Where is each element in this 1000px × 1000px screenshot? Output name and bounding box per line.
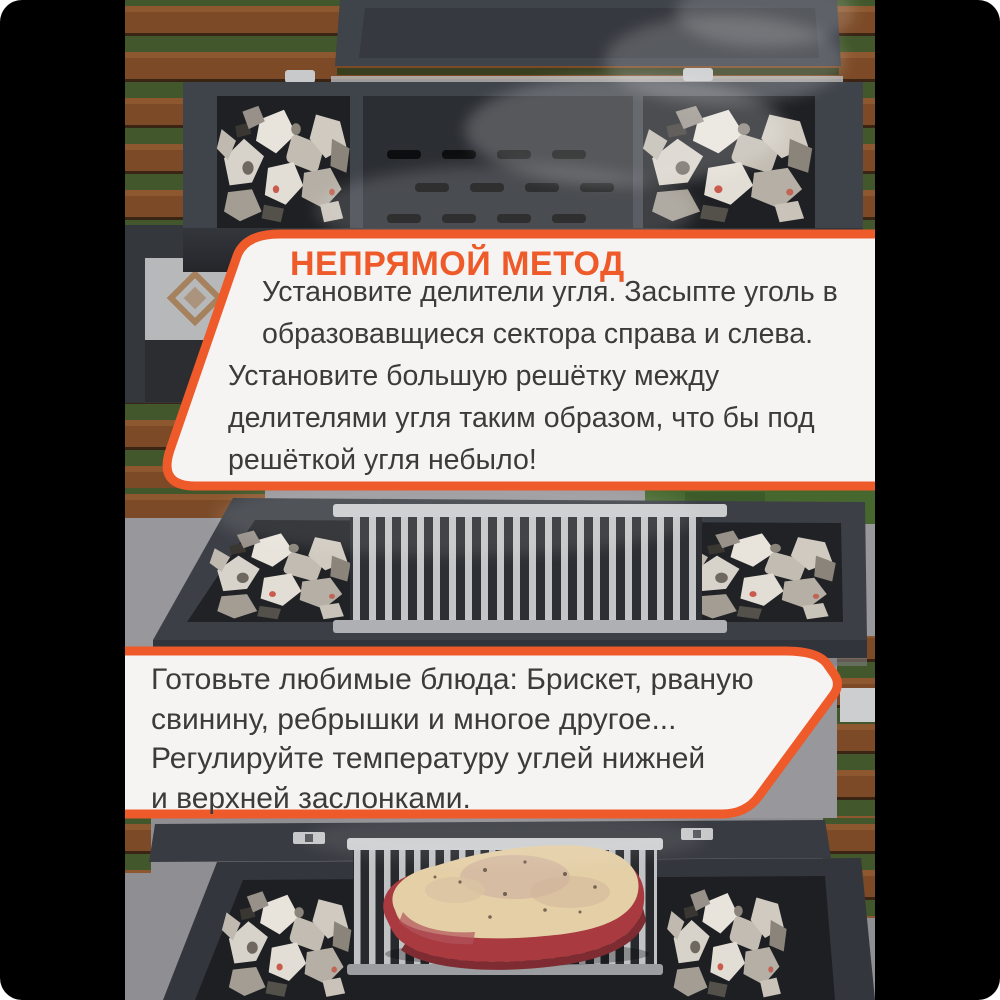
photo-column — [125, 0, 875, 1000]
card-cooking-body — [151, 660, 754, 818]
photo-bottom-brisket — [125, 812, 875, 1000]
body-line: Готовьте любимые блюда: Брискет, рваную — [151, 663, 754, 696]
body-line: Установите делители угля. Засыпте уголь в — [262, 276, 838, 308]
body-line: образовавщиеся сектора справа и слева. — [262, 318, 814, 350]
body-line: и верхней заслонками. — [151, 781, 471, 815]
card-indirect-method-body — [228, 271, 838, 481]
body-line: решёткой угля небыло! — [228, 444, 537, 476]
body-line: Регулируйте температуру углей нижней — [151, 742, 706, 775]
body-line: делителями угля таким образом, что бы под — [228, 402, 815, 434]
body-line: Установите большую решётку между — [228, 360, 720, 392]
product-photo-collage — [125, 0, 875, 1000]
body-line: свинину, ребрышки и многое другое... — [151, 702, 677, 736]
card-indirect-method-title: НЕПРЯМОЙ МЕТОД — [290, 245, 625, 283]
